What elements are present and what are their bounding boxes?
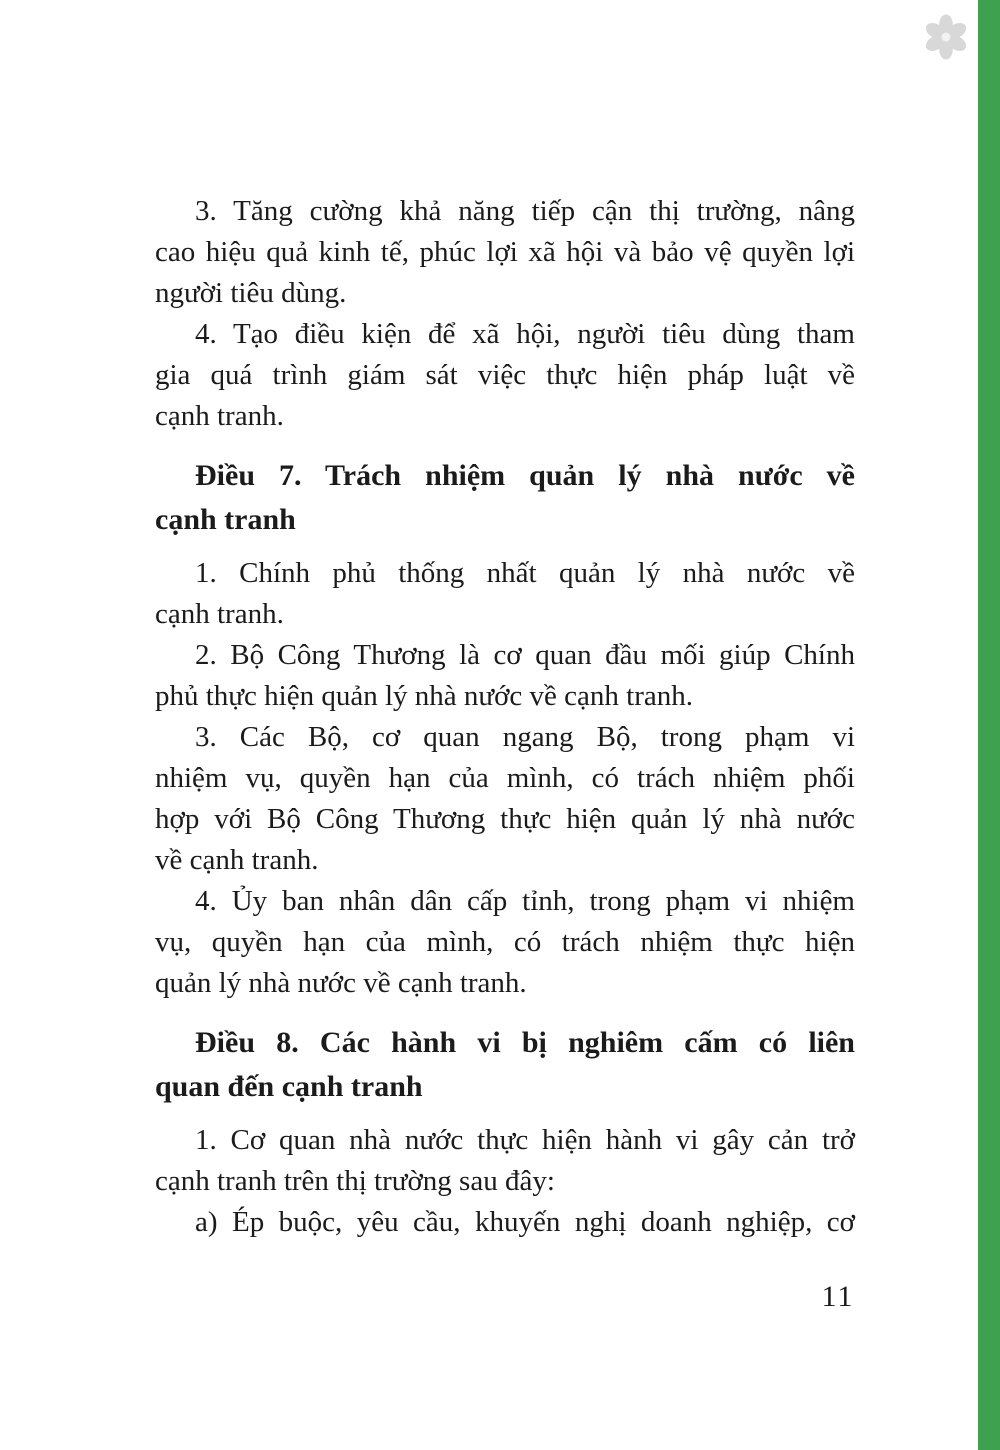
body-paragraph — [155, 1120, 855, 1202]
text-line: 4. Ủy ban nhân dân cấp tỉnh, trong phạm vi nhiệm — [195, 885, 855, 917]
body-paragraph — [155, 191, 855, 314]
text-line: cạnh tranh — [155, 503, 296, 536]
text-line: người tiêu dùng. — [155, 277, 347, 309]
page-number: 11 — [821, 1280, 855, 1313]
text-line: cạnh tranh trên thị trường sau đây: — [155, 1165, 555, 1197]
text-line: cao hiệu quả kinh tế, phúc lợi xã hội và bảo vệ quyền lợi — [155, 236, 855, 268]
text-line: quan đến cạnh tranh — [155, 1070, 423, 1103]
text-line: Điều 8. Các hành vi bị nghiêm cấm có liên — [195, 1026, 855, 1059]
text-line: 2. Bộ Công Thương là cơ quan đầu mối giúp Chính — [195, 639, 855, 671]
article-heading — [155, 454, 855, 542]
body-paragraph — [155, 553, 855, 635]
text-line: nhiệm vụ, quyền hạn của mình, có trách nhiệm phối — [155, 762, 855, 794]
text-line: a) Ép buộc, yêu cầu, khuyến nghị doanh nghiệp, cơ — [195, 1206, 855, 1238]
text-line: Điều 7. Trách nhiệm quản lý nhà nước về — [195, 459, 855, 492]
body-paragraph — [155, 1202, 855, 1243]
text-line: gia quá trình giám sát việc thực hiện pháp luật về — [155, 359, 855, 391]
text-line: 1. Chính phủ thống nhất quản lý nhà nước về — [195, 557, 855, 589]
flower-icon — [923, 14, 969, 60]
text-line: hợp với Bộ Công Thương thực hiện quản lý nhà nước — [155, 803, 855, 835]
text-line: phủ thực hiện quản lý nhà nước về cạnh tranh. — [155, 680, 694, 712]
body-paragraph — [155, 314, 855, 437]
document-text — [155, 191, 855, 1243]
book-edge-strip — [978, 0, 1000, 1450]
body-paragraph — [155, 635, 855, 717]
body-paragraph — [155, 881, 855, 1004]
text-line: vụ, quyền hạn của mình, có trách nhiệm thực hiện — [155, 926, 855, 958]
text-line: 1. Cơ quan nhà nước thực hiện hành vi gây cản trở — [195, 1124, 855, 1156]
article-heading — [155, 1021, 855, 1109]
text-line: cạnh tranh. — [155, 598, 284, 630]
body-paragraph — [155, 717, 855, 881]
text-line: 4. Tạo điều kiện để xã hội, người tiêu dùng tham — [195, 318, 855, 350]
text-line: về cạnh tranh. — [155, 844, 319, 876]
text-line: 3. Tăng cường khả năng tiếp cận thị trường, nâng — [195, 195, 855, 227]
text-line: quản lý nhà nước về cạnh tranh. — [155, 967, 527, 999]
text-line: 3. Các Bộ, cơ quan ngang Bộ, trong phạm vi — [195, 721, 855, 753]
text-line: cạnh tranh. — [155, 400, 284, 432]
